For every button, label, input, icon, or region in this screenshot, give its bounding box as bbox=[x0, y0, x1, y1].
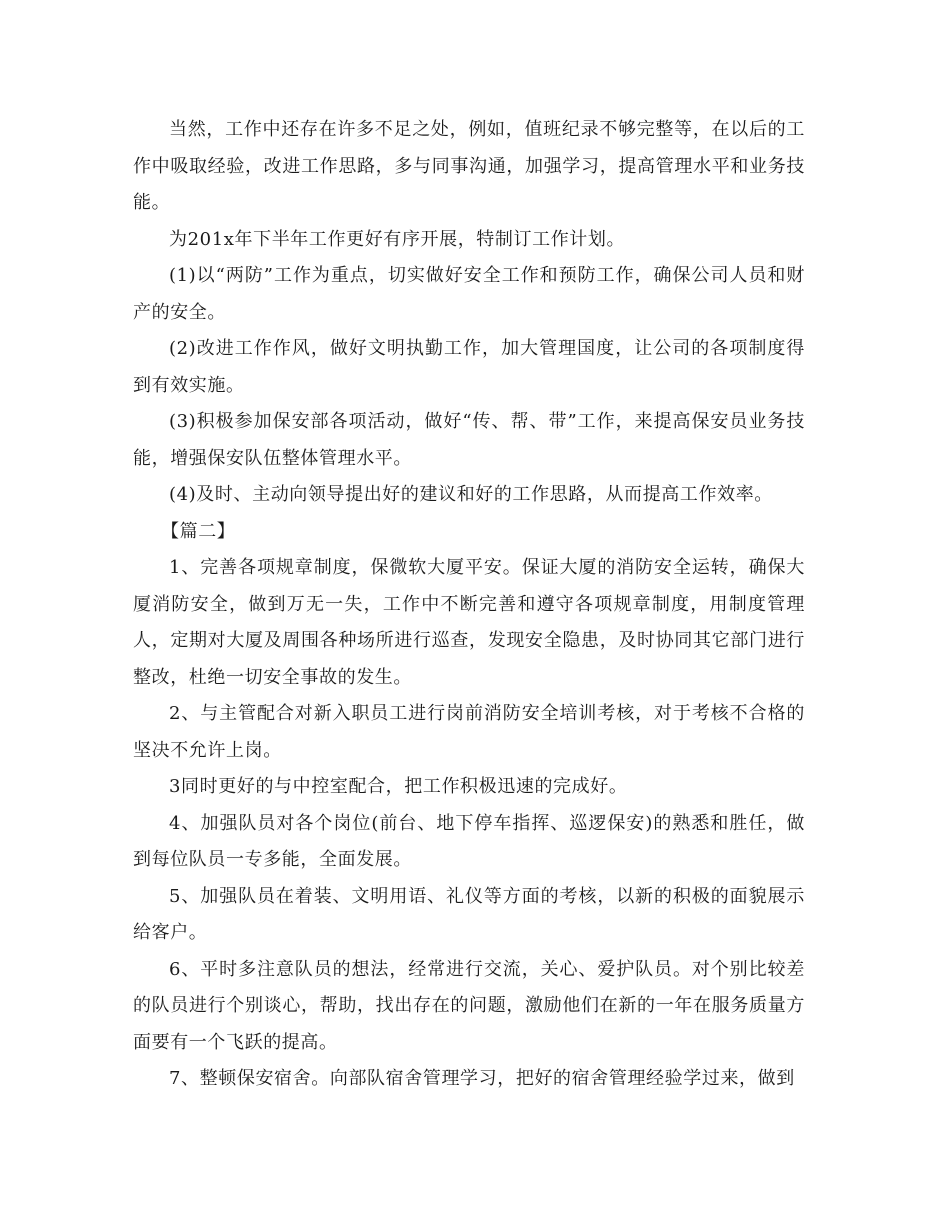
paragraph-plan-item-4: (4)及时、主动向领导提出好的建议和好的工作思路，从而提高工作效率。 bbox=[169, 484, 773, 505]
paragraph-plan-item-3: (3)积极参加保安部各项活动，做好“传、帮、带”工作，来提高保安员业务技能，增强保安队伍整体管理水平。 bbox=[133, 411, 805, 469]
paragraph-plan-item-1: (1)以“两防”工作为重点，切实做好安全工作和预防工作，确保公司人员和财产的安全。 bbox=[133, 265, 805, 323]
paragraph-item-7: 7、整顿保安宿舍。向部队宿舍管理学习，把好的宿舍管理经验学过来，做到 bbox=[169, 1068, 795, 1089]
paragraph-item-3: 3同时更好的与中控室配合，把工作积极迅速的完成好。 bbox=[169, 776, 628, 797]
paragraph-item-1: 1、完善各项规章制度，保微软大厦平安。保证大厦的消防安全运转，确保大厦消防安全，做到万无一失，工作中不断完善和遵守各项规章制度，用制度管理人，定期对大厦及周围各种场所进行巡查，发现安全隐患，及时协同其它部门进行整改，杜绝一切安全事故的发生。 bbox=[133, 557, 805, 688]
paragraph-item-2: 2、与主管配合对新入职员工进行岗前消防安全培训考核，对于考核不合格的坚决不允许上岗。 bbox=[133, 703, 805, 761]
document-page bbox=[133, 112, 805, 1098]
paragraph-shortcomings: 当然，工作中还存在许多不足之处，例如，值班纪录不够完整等，在以后的工作中吸取经验，改进工作思路，多与同事沟通，加强学习，提高管理水平和业务技能。 bbox=[133, 119, 805, 213]
paragraph-item-4: 4、加强队员对各个岗位(前台、地下停车指挥、巡逻保安)的熟悉和胜任，做到每位队员一专多能，全面发展。 bbox=[133, 812, 805, 870]
paragraph-plan-item-2: (2)改进工作作风，做好文明执勤工作，加大管理国度，让公司的各项制度得到有效实施。 bbox=[133, 338, 805, 396]
paragraph-item-6: 6、平时多注意队员的想法，经常进行交流，关心、爱护队员。对个别比较差的队员进行个别谈心，帮助，找出存在的问题，激励他们在新的一年在服务质量方面要有一个飞跃的提高。 bbox=[133, 958, 805, 1053]
section-heading: 【篇二】 bbox=[161, 520, 236, 542]
paragraph-plan-intro: 为201x年下半年工作更好有序开展，特制订工作计划。 bbox=[169, 228, 626, 250]
paragraph-item-5: 5、加强队员在着装、文明用语、礼仪等方面的考核，以新的积极的面貌展示给客户。 bbox=[133, 885, 805, 943]
